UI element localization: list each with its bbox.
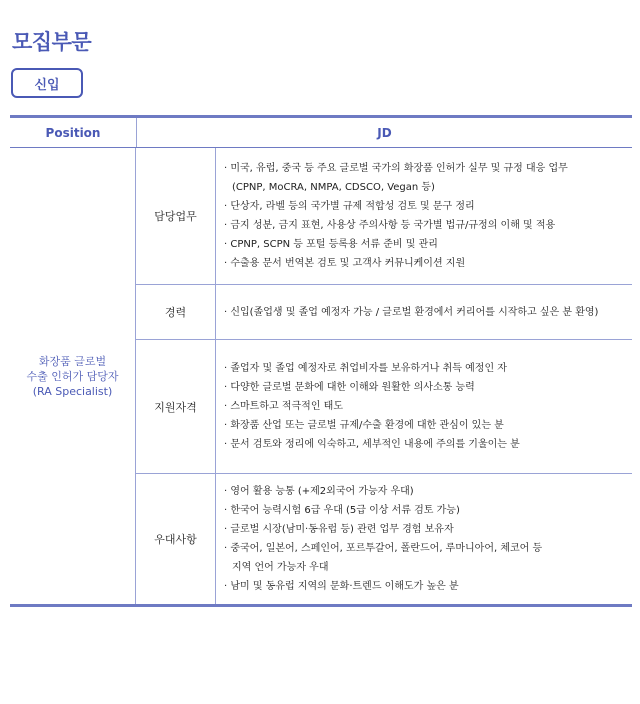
list-item: · 한국어 능력시험 6급 우대 (5급 이상 서류 검토 가능) bbox=[224, 505, 460, 516]
list-item: · CPNP, SCPN 등 포털 등록용 서류 준비 및 관리 bbox=[224, 239, 438, 250]
section-duties bbox=[136, 148, 632, 285]
category-badge: 신입 bbox=[11, 68, 83, 98]
section-qualifications bbox=[136, 340, 632, 474]
position-line: 화장품 글로벌 bbox=[38, 354, 107, 368]
list-item: · 금지 성분, 금지 표현, 사용상 주의사항 등 국가별 법규/규정의 이해 및 적용 bbox=[224, 220, 556, 231]
section-label: 지원자격 bbox=[136, 340, 216, 473]
section-content bbox=[216, 285, 632, 339]
list-item: · 영어 활용 능통 (+제2외국어 가능자 우대) bbox=[224, 486, 414, 497]
list-item: · 문서 검토와 정리에 익숙하고, 세부적인 내용에 주의를 기울이는 분 bbox=[224, 439, 520, 450]
section-label: 경력 bbox=[136, 285, 216, 339]
job-table bbox=[10, 115, 632, 607]
list-item: (CPNP, MoCRA, NMPA, CDSCO, Vegan 등) bbox=[232, 182, 435, 193]
section-content bbox=[216, 148, 632, 284]
position-line: (RA Specialist) bbox=[32, 384, 113, 398]
section-label: 담당업무 bbox=[136, 148, 216, 284]
list-item: · 스마트하고 적극적인 태도 bbox=[224, 401, 343, 412]
list-item: · 남미 및 동유럽 지역의 문화·트렌드 이해도가 높은 분 bbox=[224, 581, 459, 592]
list-item: · 신입(졸업생 및 졸업 예정자 가능 / 글로벌 환경에서 커리어를 시작하고 싶은 분 환영) bbox=[224, 306, 599, 318]
jd-sections bbox=[136, 148, 632, 604]
list-item: 지역 언어 가능자 우대 bbox=[232, 562, 329, 573]
section-preferred bbox=[136, 474, 632, 604]
list-item: · 단상자, 라벨 등의 국가별 규제 적합성 검토 및 문구 정리 bbox=[224, 201, 475, 212]
section-label: 우대사항 bbox=[136, 474, 216, 604]
list-item: · 미국, 유럽, 중국 등 주요 글로벌 국가의 화장품 인허가 실무 및 규정 대응 업무 bbox=[224, 163, 568, 174]
list-item: · 다양한 글로벌 문화에 대한 이해와 원활한 의사소통 능력 bbox=[224, 382, 475, 393]
list-item: · 중국어, 일본어, 스페인어, 포르투갈어, 폴란드어, 루마니아어, 체코어 등 bbox=[224, 543, 543, 554]
section-experience bbox=[136, 285, 632, 340]
table-body bbox=[10, 148, 632, 604]
list-item: · 수출용 문서 번역본 검토 및 고객사 커뮤니케이션 지원 bbox=[224, 258, 466, 269]
header-position: Position bbox=[10, 118, 137, 147]
section-content bbox=[216, 340, 632, 473]
list-item: · 졸업자 및 졸업 예정자로 취업비자를 보유하거나 취득 예정인 자 bbox=[224, 363, 507, 374]
header-jd: JD bbox=[377, 125, 392, 140]
list-item: · 화장품 산업 또는 글로벌 규제/수출 환경에 대한 관심이 있는 분 bbox=[224, 420, 504, 431]
table-header bbox=[10, 118, 632, 148]
position-cell bbox=[10, 148, 136, 604]
section-content bbox=[216, 474, 632, 604]
page-title: 모집부문 bbox=[12, 30, 92, 54]
position-line: 수출 인허가 담당자 bbox=[26, 369, 119, 383]
list-item: · 글로벌 시장(남미·동유럽 등) 관련 업무 경험 보유자 bbox=[224, 524, 454, 535]
